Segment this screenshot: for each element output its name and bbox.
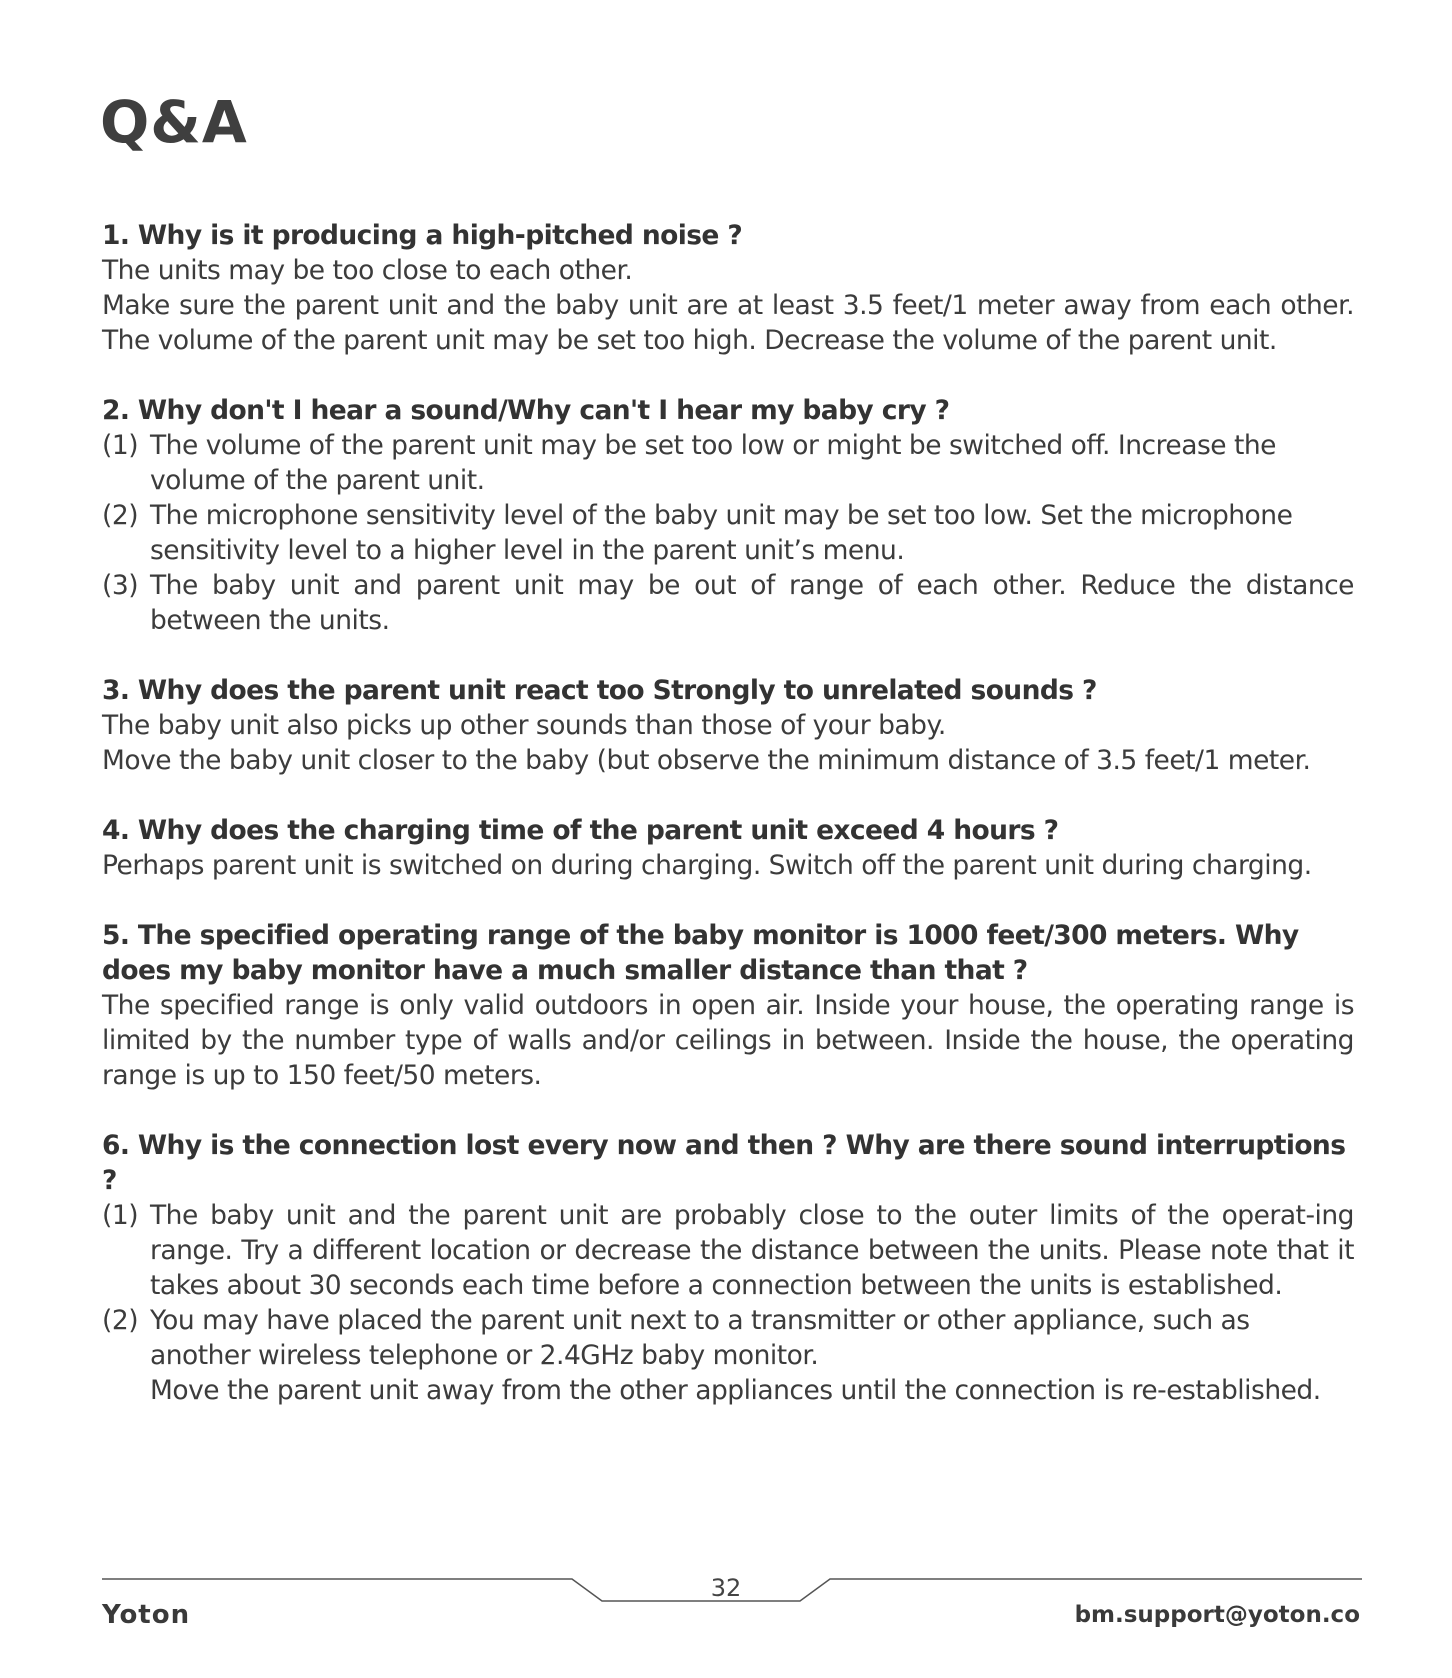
page-number: 32: [710, 1574, 742, 1602]
question-6: 6. Why is the connection lost every now and then ? Why are there sound interruptions ?: [102, 1130, 1346, 1196]
item-number: (1): [102, 1200, 139, 1231]
answer-list-item: [102, 428, 1354, 498]
item-number: (1): [102, 430, 139, 461]
answer-paragraph: The specified range is only valid outdoors in open air. Inside your house, the operating range is limited by the number type of walls and/or ceilings in between. Inside the house, the operating range is up to 150 feet/50 meters.: [102, 990, 1354, 1091]
answer-paragraph: The units may be too close to each other.: [102, 255, 633, 286]
answer-list-item: [102, 1198, 1354, 1303]
answer-paragraph: Perhaps parent unit is switched on during charging. Switch off the parent unit during charging.: [102, 850, 1312, 881]
qa-item-2: [102, 393, 1354, 638]
item-text: The microphone sensitivity level of the baby unit may be set too low. Set the microphone sensitivity level to a higher level in the parent unit’s menu.: [150, 500, 1293, 566]
qa-content: [102, 218, 1354, 1443]
footer-brand-logo: Yoton: [102, 1600, 191, 1630]
qa-item-5: [102, 918, 1354, 1093]
answer-list-item: [102, 568, 1354, 638]
qa-item-4: [102, 813, 1354, 883]
answer-paragraph: The baby unit also picks up other sounds than those of your baby.: [102, 710, 946, 741]
item-text: You may have placed the parent unit next to a transmitter or other appliance, such as another wireless telephone or 2.4GHz baby monitor.: [150, 1305, 1250, 1371]
page-title: Q&A: [100, 88, 248, 156]
support-email: bm.support@yoton.co: [1074, 1602, 1360, 1628]
item-extra-text: Move the parent unit away from the other appliances until the connection is re-established.: [150, 1375, 1321, 1406]
item-text: The volume of the parent unit may be set too low or might be switched off. Increase the volume of the parent unit.: [150, 430, 1276, 496]
question-2: 2. Why don't I hear a sound/Why can't I hear my baby cry ?: [102, 395, 950, 426]
answer-paragraph: Move the baby unit closer to the baby (but observe the minimum distance of 3.5 feet/1 meter.: [102, 745, 1311, 776]
question-1: 1. Why is it producing a high-pitched noise ?: [102, 220, 743, 251]
item-number: (2): [102, 1305, 139, 1336]
question-4: 4. Why does the charging time of the parent unit exceed 4 hours ?: [102, 815, 1059, 846]
item-text: The baby unit and the parent unit are probably close to the outer limits of the operat-ing range. Try a different location or decrease the distance between the units. Please note that it takes about 30 seconds each time before a connection between the units is established.: [150, 1200, 1354, 1301]
qa-item-1: [102, 218, 1354, 358]
item-number: (3): [102, 570, 139, 601]
qa-item-3: [102, 673, 1354, 778]
answer-list-item: [102, 498, 1354, 568]
answer-list-item: [102, 1303, 1354, 1408]
item-number: (2): [102, 500, 139, 531]
answer-paragraph: Make sure the parent unit and the baby unit are at least 3.5 feet/1 meter away from each other. The volume of the parent unit may be set too high. Decrease the volume of the parent unit.: [102, 290, 1354, 356]
question-3: 3. Why does the parent unit react too Strongly to unrelated sounds ?: [102, 675, 1097, 706]
qa-item-6: [102, 1128, 1354, 1408]
question-5: 5. The specified operating range of the baby monitor is 1000 feet/300 meters. Why does my baby monitor have a much smaller distance than that ?: [102, 920, 1299, 986]
item-text: The baby unit and parent unit may be out of range of each other. Reduce the distance between the units.: [150, 570, 1354, 636]
